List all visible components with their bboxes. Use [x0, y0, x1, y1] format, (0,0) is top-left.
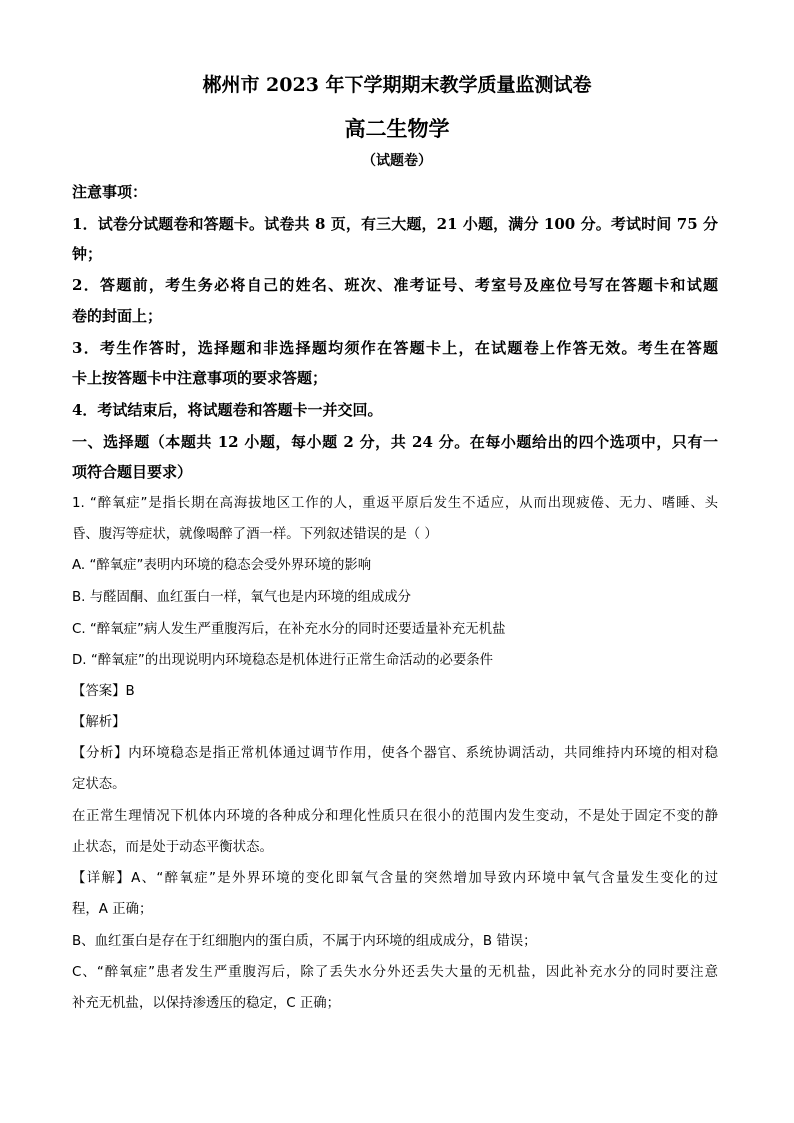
analysis-line: 定状态。: [72, 777, 126, 792]
analysis-label: 【解析】: [72, 715, 126, 730]
notice-line: 卡上按答题卡中注意事项的要求答题；: [72, 369, 328, 387]
analysis-line: 止状态，而是处于动态平衡状态。: [72, 840, 273, 855]
analysis-line: 【详解】A、“醉氧症”是外界环境的变化即氧气含量的突然增加导致内环境中氧气含量发生变化的过: [72, 871, 718, 886]
analysis-line: 在正常生理情况下机体内环境的各种成分和理化性质只在很小的范围内发生变动，不是处于固定不变的静: [72, 809, 718, 824]
answer-line: 【答案】B: [72, 684, 135, 699]
option-a: A. “醉氧症”表明内环境的稳态会受外界环境的影响: [72, 558, 372, 573]
option-c: C. “醉氧症”病人发生严重腹泻后，在补充水分的同时还要适量补充无机盐: [72, 622, 506, 637]
analysis-line: 补充无机盐，以保持渗透压的稳定，C 正确；: [72, 996, 341, 1011]
exam-title: 郴州市 2023 年下学期期末教学质量监测试卷: [202, 74, 592, 96]
notice-line: 1．试卷分试题卷和答题卡。试卷共 8 页，有三大题，21 小题，满分 100 分。考试时间 75 分: [72, 215, 718, 233]
section-heading: 一、选择题（本题共 12 小题，每小题 2 分，共 24 分。在每小题给出的四个选项中，只有一: [72, 433, 718, 451]
notice-line: 2．答题前，考生务必将自己的姓名、班次、准考证号、考室号及座位号写在答题卡和试题: [72, 276, 718, 294]
paper-subtitle: （试题卷）: [362, 153, 432, 169]
analysis-line: 【分析】内环境稳态是指正常机体通过调节作用，使各个器官、系统协调活动，共同维持内环境的相对稳: [72, 746, 718, 761]
question-stem-cont: 昏、腹泻等症状，就像喝醉了酒一样。下列叙述错误的是（ ）: [72, 527, 438, 542]
subject-title: 高二生物学: [344, 116, 450, 141]
notice-heading: 注意事项：: [72, 183, 148, 201]
analysis-line: B、血红蛋白是存在于红细胞内的蛋白质，不属于内环境的组成成分，B 错误；: [72, 934, 537, 949]
section-heading-cont: 项符合题目要求）: [72, 463, 193, 481]
question-stem: 1. “醉氧症”是指长期在高海拔地区工作的人，重返平原后发生不适应，从而出现疲倦、无力、嗜睡、头: [72, 496, 718, 511]
notice-line: 卷的封面上；: [72, 307, 163, 325]
analysis-line: 程，A 正确；: [72, 902, 153, 917]
analysis-line: C、“醉氧症”患者发生严重腹泻后，除了丢失水分外还丢失大量的无机盐，因此补充水分的同时要注意: [72, 965, 718, 980]
option-b: B. 与醛固酮、血红蛋白一样，氧气也是内环境的组成成分: [72, 590, 412, 605]
notice-line: 钟；: [72, 245, 103, 263]
notice-line: 3．考生作答时，选择题和非选择题均须作在答题卡上，在试题卷上作答无效。考生在答题: [72, 339, 718, 357]
option-d: D. “醉氧症”的出现说明内环境稳态是机体进行正常生命活动的必要条件: [72, 653, 494, 668]
notice-line: 4．考试结束后，将试题卷和答题卡一并交回。: [72, 401, 383, 419]
